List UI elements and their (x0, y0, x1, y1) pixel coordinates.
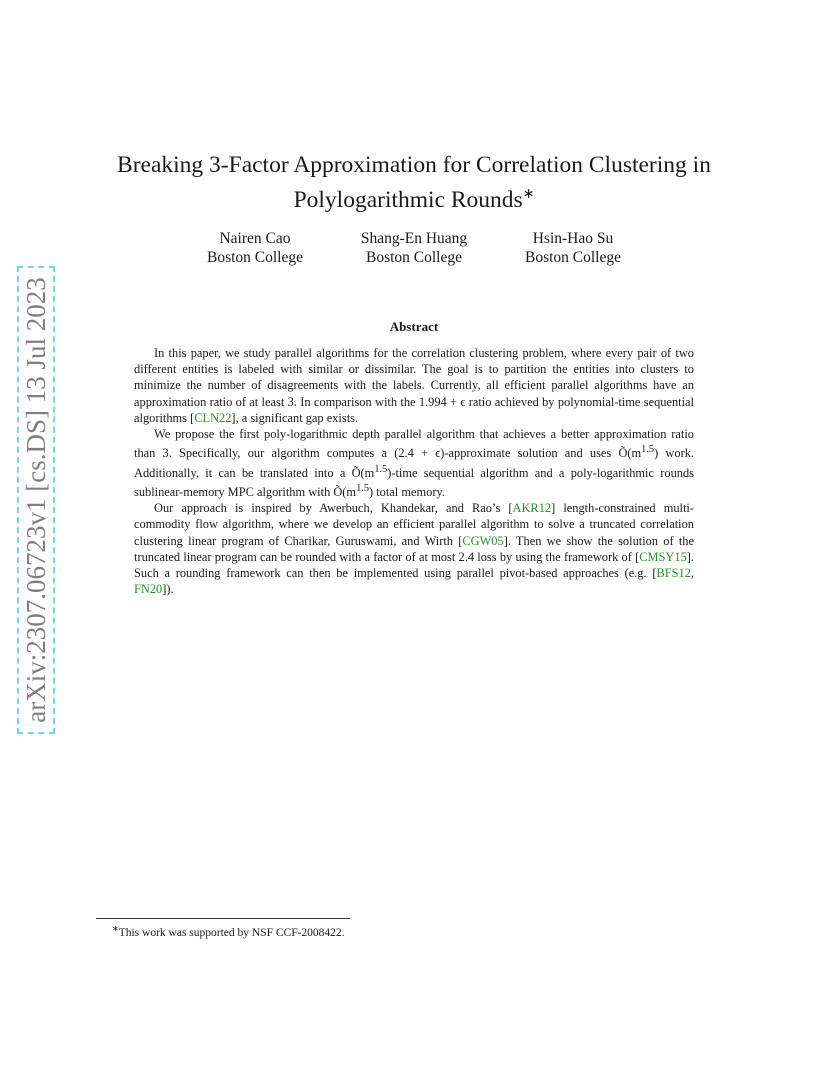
arxiv-sidebar (17, 266, 55, 734)
citation-link[interactable]: FN20 (134, 582, 163, 597)
abstract-text: We propose the first poly-logarithmic depth parallel algorithm that achieves a better approximation ratio than 3. Specifically, our algorithm computes a (2.4 + ϵ)-approximate solution and uses Õ(m (134, 427, 694, 461)
title-line-2-text: Polylogarithmic Rounds (293, 186, 523, 213)
abstract-heading: Abstract (389, 319, 439, 334)
citation-link[interactable]: CMSY15 (639, 549, 687, 564)
abstract-text: Our approach is inspired by Awerbuch, Khandekar, and Rao’s [ (154, 501, 513, 516)
footnote-divider (96, 918, 350, 919)
footnote-marker: ∗ (112, 924, 119, 933)
footnote-text: This work was supported by NSF CCF-2008422. (118, 926, 345, 939)
author-affiliation: Boston College (206, 249, 303, 266)
citation-link[interactable]: CGW05 (462, 533, 504, 548)
paper-title (100, 150, 728, 215)
abstract-text: ], a significant gap exists. (231, 410, 359, 425)
arxiv-identifier: arXiv:2307.06723v1 [cs.DS] 13 Jul 2023 (17, 266, 55, 734)
author-block-1 (175, 229, 335, 267)
footnote (112, 922, 345, 940)
abstract-text: In this paper, we study parallel algorithms for the correlation clustering problem, where every pair of two different entities is labeled with similar or dissimilar. The goal is to partition the entities into clusters to minimize the number of disagreements with the labels. Currently, all efficient parallel algorithms have an approximation ratio of at least 3. In comparison with the 1.994 + ϵ ratio achieved by polynomial-time sequential algorithms [ (134, 346, 694, 425)
title-line-1: Breaking 3-Factor Approximation for Correlation Clustering in (117, 152, 711, 178)
exponent: 1.5 (641, 444, 655, 456)
abstract-paragraph-3 (134, 500, 694, 597)
title-footnote-marker: ∗ (522, 187, 535, 202)
abstract-text: ]. Such a rounding framework can then be implemented using parallel pivot-based approaches (e.g. [ (134, 549, 694, 581)
abstract-text: ) work. Additionally, it can be translated into a Õ(m (134, 446, 694, 480)
exponent: 1.5 (374, 463, 388, 475)
author-name: Shang-En Huang (360, 230, 468, 247)
author-name: Hsin-Hao Su (532, 230, 614, 247)
abstract-paragraph-1 (134, 345, 694, 426)
title-line-2 (100, 180, 728, 215)
abstract-text: ] length-constrained multi-commodity flow algorithm, where we develop an efficient parallel algorithm to solve a truncated correlation clustering linear program of Charikar, Guruswami, and Wirth [ (134, 501, 694, 548)
abstract-text: , (690, 566, 694, 581)
author-block-2 (334, 229, 494, 267)
author-name: Nairen Cao (219, 230, 291, 247)
abstract-paragraph-2 (134, 426, 694, 500)
citation-link[interactable]: BFS12 (656, 566, 691, 581)
author-affiliation: Boston College (365, 249, 462, 266)
author-block-3 (493, 229, 653, 267)
exponent: 1.5 (356, 482, 369, 494)
abstract-text: ]). (162, 582, 174, 597)
citation-link[interactable]: AKR12 (512, 501, 552, 516)
abstract-text: ) total memory. (369, 485, 445, 499)
abstract-text: )-time sequential algorithm and a poly-logarithmic rounds sublinear-memory MPC algorithm with Õ(m (134, 465, 694, 499)
citation-link[interactable]: CLN22 (194, 410, 232, 425)
abstract-body (134, 345, 694, 597)
abstract-text: ]. Then we show the solution of the truncated linear program can be rounded with a factor of at most 2.4 loss by using the framework of [ (134, 533, 694, 564)
author-affiliation: Boston College (524, 249, 621, 266)
